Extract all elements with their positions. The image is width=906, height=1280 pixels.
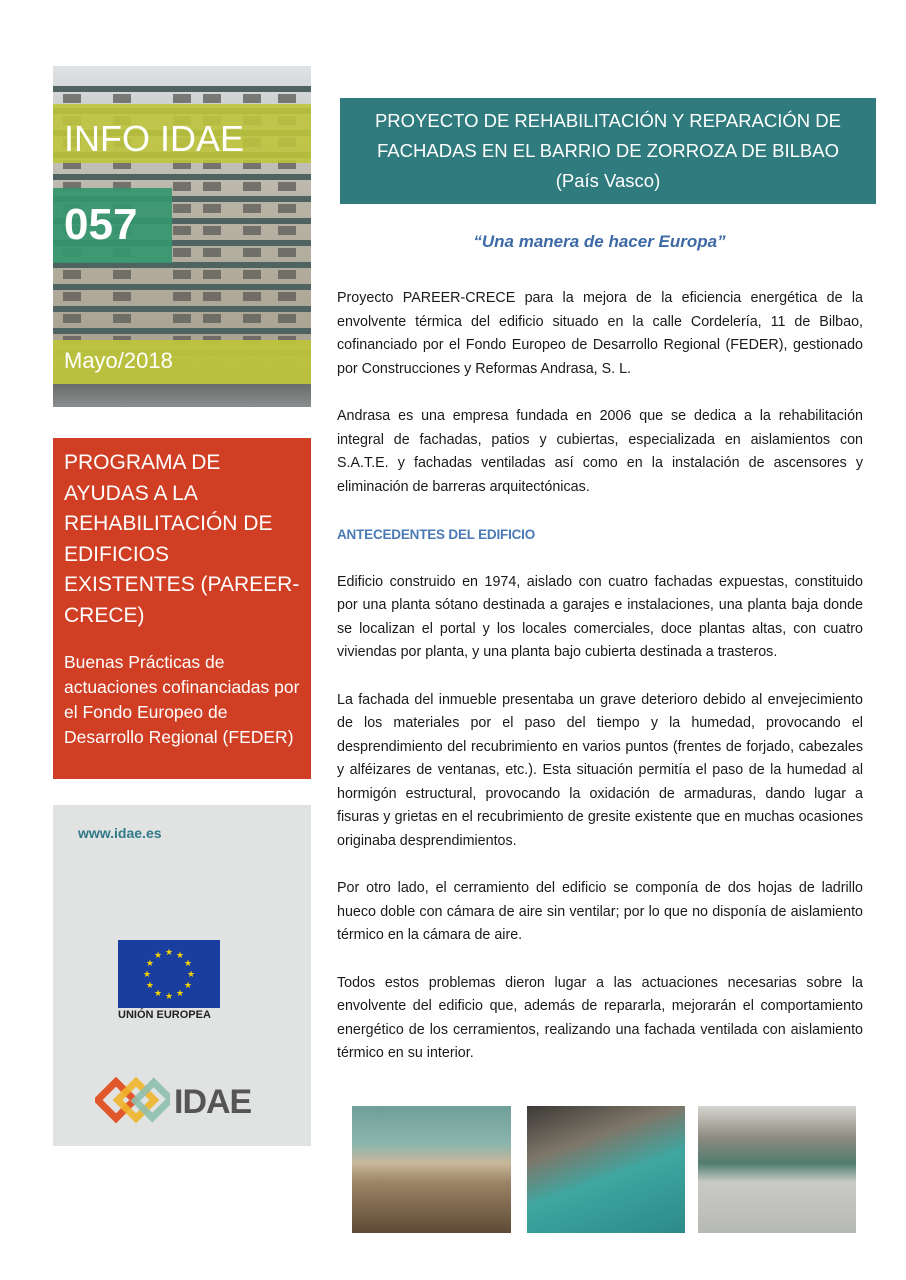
facade-damage-photo-1 — [352, 1106, 511, 1233]
issue-date: Mayo/2018 — [53, 340, 311, 384]
eu-star-icon: ★ — [175, 988, 185, 999]
building-window — [173, 226, 191, 235]
eu-label: UNIÓN EUROPEA — [118, 1009, 211, 1021]
title-line: (País Vasco) — [555, 170, 661, 191]
building-window — [63, 314, 81, 323]
building-window — [173, 182, 191, 191]
building-window — [203, 314, 221, 323]
eu-star-icon: ★ — [164, 947, 174, 957]
building-floor — [53, 284, 311, 290]
eu-star-icon: ★ — [164, 991, 174, 1001]
program-title: PROGRAMA DE AYUDAS A LA REHABILITACIÓN DE EDIFICIOS EXISTENTES (PAREER-CRECE) — [64, 451, 300, 627]
idae-logo — [95, 1077, 251, 1127]
building-window — [203, 248, 221, 257]
building-window — [243, 226, 261, 235]
eu-star-icon: ★ — [142, 969, 152, 979]
building-window — [63, 292, 81, 301]
building-window — [243, 94, 261, 103]
eu-flag-icon — [118, 940, 220, 1008]
building-window — [113, 94, 131, 103]
building-window — [113, 292, 131, 301]
building-floor — [53, 86, 311, 92]
eu-star-icon: ★ — [175, 949, 185, 960]
title-line: FACHADAS EN EL BARRIO DE ZORROZA DE BILBAO — [377, 140, 839, 161]
building-window — [113, 314, 131, 323]
building-window — [243, 314, 261, 323]
info-idae-label: INFO IDAE — [53, 104, 311, 163]
building-window — [173, 270, 191, 279]
building-window — [113, 270, 131, 279]
building-window — [203, 292, 221, 301]
building-window — [278, 248, 296, 257]
body-text — [337, 287, 863, 1090]
idae-logo-text: IDAE — [174, 1082, 252, 1121]
building-window — [243, 248, 261, 257]
building-window — [278, 226, 296, 235]
section-heading: ANTECEDENTES DEL EDIFICIO — [337, 526, 536, 542]
paragraph: Todos estos problemas dieron lugar a las actuaciones necesarias sobre la envolvente del edificio que, además de repararla, mejorarán el comportamiento energético de los cerramientos, realizando una fachada ventilada con aislamiento térmico en su interior. — [337, 974, 863, 1062]
building-window — [173, 292, 191, 301]
building-window — [278, 204, 296, 213]
eu-star-icon: ★ — [186, 969, 196, 979]
building-window — [243, 204, 261, 213]
eu-star-icon: ★ — [145, 980, 154, 990]
paragraph: Proyecto PAREER-CRECE para la mejora de la eficiencia energética de la envolvente térmica del edificio situado en la calle Cordelería, 11 de Bilbao, cofinanciado por el Fondo Europeo de Desarrollo Regional (FEDER), gestionado por Construcciones y Reformas Andrasa, S. L. — [337, 290, 863, 377]
building-window — [173, 248, 191, 257]
eu-star-icon: ★ — [153, 949, 163, 960]
building-window — [243, 182, 261, 191]
building-window — [63, 94, 81, 103]
building-floor — [53, 174, 311, 180]
building-window — [203, 182, 221, 191]
eu-star-icon: ★ — [184, 958, 193, 968]
facade-damage-photo-3 — [698, 1106, 856, 1233]
building-window — [278, 182, 296, 191]
building-floor — [53, 328, 311, 334]
paragraph: Por otro lado, el cerramiento del edificio se componía de dos hojas de ladrillo hueco doble con cámara de aire sin ventilar; por lo que no disponía de aislamiento térmico en la cámara de aire. — [337, 880, 863, 944]
building-window — [243, 292, 261, 301]
paragraph: Andrasa es una empresa fundada en 2006 que se dedica a la rehabilitación integral de fachadas, patios y cubiertas, especializada en aislamientos con S.A.T.E. y fachadas ventiladas así como en la instalación de ascensores y eliminación de barreras arquitectónicas. — [337, 407, 863, 495]
program-subtitle: Buenas Prácticas de actuaciones cofinanciadas por el Fondo Europeo de Desarrollo Regional (FEDER) — [64, 652, 300, 747]
building-window — [173, 314, 191, 323]
building-window — [63, 270, 81, 279]
paragraph: Edificio construido en 1974, aislado con cuatro fachadas expuestas, constituido por una planta sótano destinada a garajes e instalaciones, una planta baja donde se localizan el portal y los locales comerciales, doce plantas altas, con cuatro viviendas por planta, y una planta bajo cubierta destinada a trasteros. — [337, 573, 863, 661]
eu-star-icon: ★ — [184, 980, 193, 990]
building-window — [203, 204, 221, 213]
logos-box — [53, 805, 311, 1146]
website-link[interactable]: www.idae.es — [78, 825, 162, 841]
slogan-quote: “Una manera de hacer Europa” — [473, 232, 726, 251]
building-window — [203, 270, 221, 279]
building-window — [173, 204, 191, 213]
building-window — [278, 314, 296, 323]
building-window — [203, 226, 221, 235]
paragraph: La fachada del inmueble presentaba un grave deterioro debido al envejecimiento de los materiales por el paso del tiempo y la humedad, provocando el desprendimiento del recubrimiento en varios puntos (frentes de forjado, cabezales y alféizares de ventanas, etc.). Esta situación permitía el paso de la humedad al hormigón estructural, provocando la oxidación de armaduras, dando lugar a fisuras y grietas en el recubrimiento de gresite existente que en muchas ocasiones originaba desprendimientos. — [337, 691, 863, 850]
building-window — [243, 270, 261, 279]
building-window — [173, 94, 191, 103]
building-window — [278, 270, 296, 279]
building-window — [278, 94, 296, 103]
facade-damage-photo-2 — [527, 1106, 685, 1233]
issue-number: 057 — [53, 188, 172, 263]
eu-star-icon: ★ — [153, 988, 163, 999]
document-title — [340, 98, 876, 204]
building-window — [278, 292, 296, 301]
eu-star-icon: ★ — [145, 958, 154, 968]
idae-logo-icon — [95, 1077, 170, 1127]
title-line: PROYECTO DE REHABILITACIÓN Y REPARACIÓN DE — [374, 110, 842, 131]
building-window — [203, 94, 221, 103]
program-box — [53, 438, 311, 779]
building-floor — [53, 306, 311, 312]
